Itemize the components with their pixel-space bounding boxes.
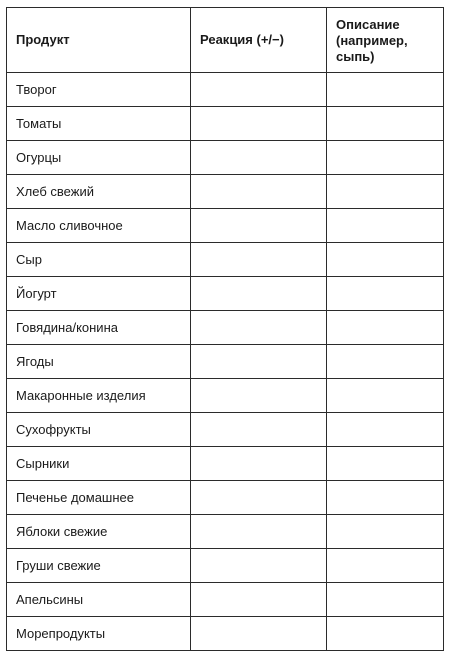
- table-row: [7, 107, 444, 141]
- reaction-cell[interactable]: [191, 447, 327, 481]
- description-cell[interactable]: [327, 209, 444, 243]
- description-cell[interactable]: [327, 549, 444, 583]
- description-cell[interactable]: [327, 243, 444, 277]
- product-cell: Хлеб свежий: [7, 175, 191, 209]
- table-row: [7, 583, 444, 617]
- description-cell[interactable]: [327, 277, 444, 311]
- table-body: [7, 73, 444, 651]
- description-cell[interactable]: [327, 515, 444, 549]
- description-cell[interactable]: [327, 379, 444, 413]
- table-row: [7, 515, 444, 549]
- table-row: [7, 379, 444, 413]
- product-cell: Йогурт: [7, 277, 191, 311]
- table-row: [7, 311, 444, 345]
- table-row: [7, 209, 444, 243]
- product-cell: Апельсины: [7, 583, 191, 617]
- table-row: [7, 617, 444, 651]
- header-product: Продукт: [7, 8, 191, 73]
- reaction-cell[interactable]: [191, 617, 327, 651]
- description-cell[interactable]: [327, 481, 444, 515]
- product-cell: Сыр: [7, 243, 191, 277]
- description-cell[interactable]: [327, 175, 444, 209]
- table-row: [7, 481, 444, 515]
- reaction-cell[interactable]: [191, 175, 327, 209]
- product-cell: Морепродукты: [7, 617, 191, 651]
- product-cell: Творог: [7, 73, 191, 107]
- description-cell[interactable]: [327, 583, 444, 617]
- reaction-cell[interactable]: [191, 243, 327, 277]
- reaction-cell[interactable]: [191, 141, 327, 175]
- product-cell: Печенье домашнее: [7, 481, 191, 515]
- table-row: [7, 141, 444, 175]
- reaction-cell[interactable]: [191, 583, 327, 617]
- reaction-cell[interactable]: [191, 345, 327, 379]
- reaction-cell[interactable]: [191, 549, 327, 583]
- description-cell[interactable]: [327, 73, 444, 107]
- table-row: [7, 243, 444, 277]
- table-row: [7, 549, 444, 583]
- reaction-cell[interactable]: [191, 481, 327, 515]
- table-row: [7, 413, 444, 447]
- reaction-cell[interactable]: [191, 73, 327, 107]
- product-cell: Сырники: [7, 447, 191, 481]
- product-cell: Сухофрукты: [7, 413, 191, 447]
- table-header-row: [7, 8, 444, 73]
- reaction-cell[interactable]: [191, 277, 327, 311]
- description-cell[interactable]: [327, 617, 444, 651]
- reaction-cell[interactable]: [191, 379, 327, 413]
- product-cell: Масло сливочное: [7, 209, 191, 243]
- reaction-cell[interactable]: [191, 107, 327, 141]
- header-reaction: Реакция (+/−): [191, 8, 327, 73]
- product-cell: Яблоки свежие: [7, 515, 191, 549]
- description-cell[interactable]: [327, 447, 444, 481]
- product-cell: Огурцы: [7, 141, 191, 175]
- description-cell[interactable]: [327, 311, 444, 345]
- reaction-cell[interactable]: [191, 515, 327, 549]
- table-row: [7, 277, 444, 311]
- product-cell: Томаты: [7, 107, 191, 141]
- reaction-cell[interactable]: [191, 311, 327, 345]
- table-row: [7, 175, 444, 209]
- reaction-cell[interactable]: [191, 209, 327, 243]
- description-cell[interactable]: [327, 413, 444, 447]
- description-cell[interactable]: [327, 345, 444, 379]
- product-cell: Груши свежие: [7, 549, 191, 583]
- table-row: [7, 447, 444, 481]
- reaction-cell[interactable]: [191, 413, 327, 447]
- description-cell[interactable]: [327, 141, 444, 175]
- product-cell: Ягоды: [7, 345, 191, 379]
- table-row: [7, 73, 444, 107]
- product-cell: Макаронные изделия: [7, 379, 191, 413]
- header-description: Описание (например, сыпь): [327, 8, 444, 73]
- food-reaction-table: [6, 7, 444, 651]
- product-cell: Говядина/конина: [7, 311, 191, 345]
- description-cell[interactable]: [327, 107, 444, 141]
- table-row: [7, 345, 444, 379]
